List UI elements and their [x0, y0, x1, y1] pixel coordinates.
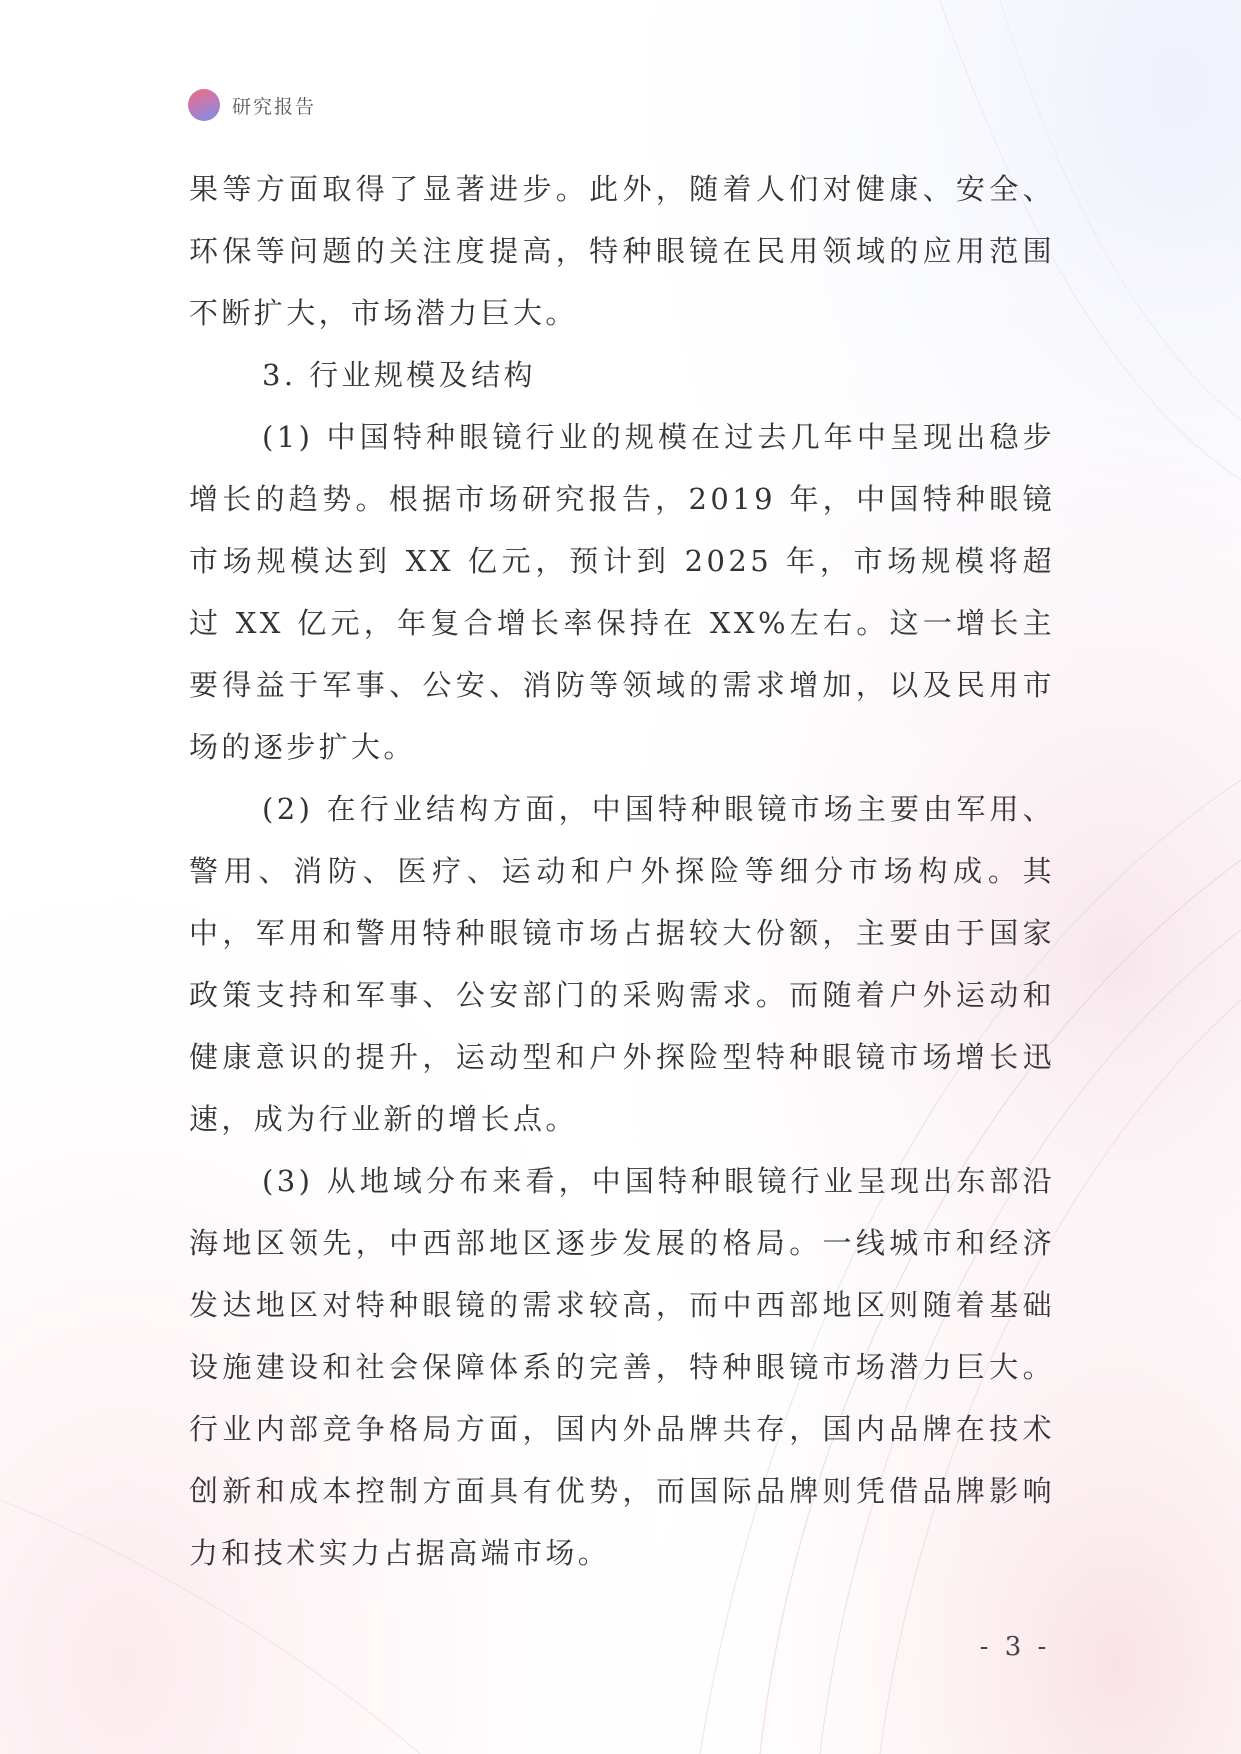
document-body: [189, 158, 1055, 1584]
paragraph-2: (2) 在行业结构方面，中国特种眼镜市场主要由军用、警用、消防、医疗、运动和户外探险等细分市场构成。其中，军用和警用特种眼镜市场占据较大份额，主要由于国家政策支持和军事、公安部门的采购需求。而随着户外运动和健康意识的提升，运动型和户外探险型特种眼镜市场增长迅速，成为行业新的增长点。: [189, 792, 1055, 1136]
page-number: - 3 -: [979, 1632, 1051, 1662]
section-heading: 3. 行业规模及结构: [262, 358, 536, 392]
paragraph-1: (1) 中国特种眼镜行业的规模在过去几年中呈现出稳步增长的趋势。根据市场研究报告，2019 年，中国特种眼镜市场规模达到 XX 亿元，预计到 2025 年，市场规模将超过 XX 亿元，年复合增长率保持在 XX%左右。这一增长主要得益于军事、公安、消防等领域的需求增加，以及民用市场的逐步扩大。: [189, 420, 1055, 764]
header-title: 研究报告: [232, 95, 317, 118]
page-header: [188, 88, 316, 122]
paragraph-3: (3) 从地域分布来看，中国特种眼镜行业呈现出东部沿海地区领先，中西部地区逐步发展的格局。一线城市和经济发达地区对特种眼镜的需求较高，而中西部地区则随着基础设施建设和社会保障体系的完善，特种眼镜市场潜力巨大。行业内部竞争格局方面，国内外品牌共存，国内品牌在技术创新和成本控制方面具有优势，而国际品牌则凭借品牌影响力和技术实力占据高端市场。: [189, 1164, 1055, 1570]
report-logo-icon: [188, 89, 220, 121]
paragraph-continued: 果等方面取得了显著进步。此外，随着人们对健康、安全、环保等问题的关注度提高，特种眼镜在民用领域的应用范围不断扩大，市场潜力巨大。: [189, 172, 1055, 330]
